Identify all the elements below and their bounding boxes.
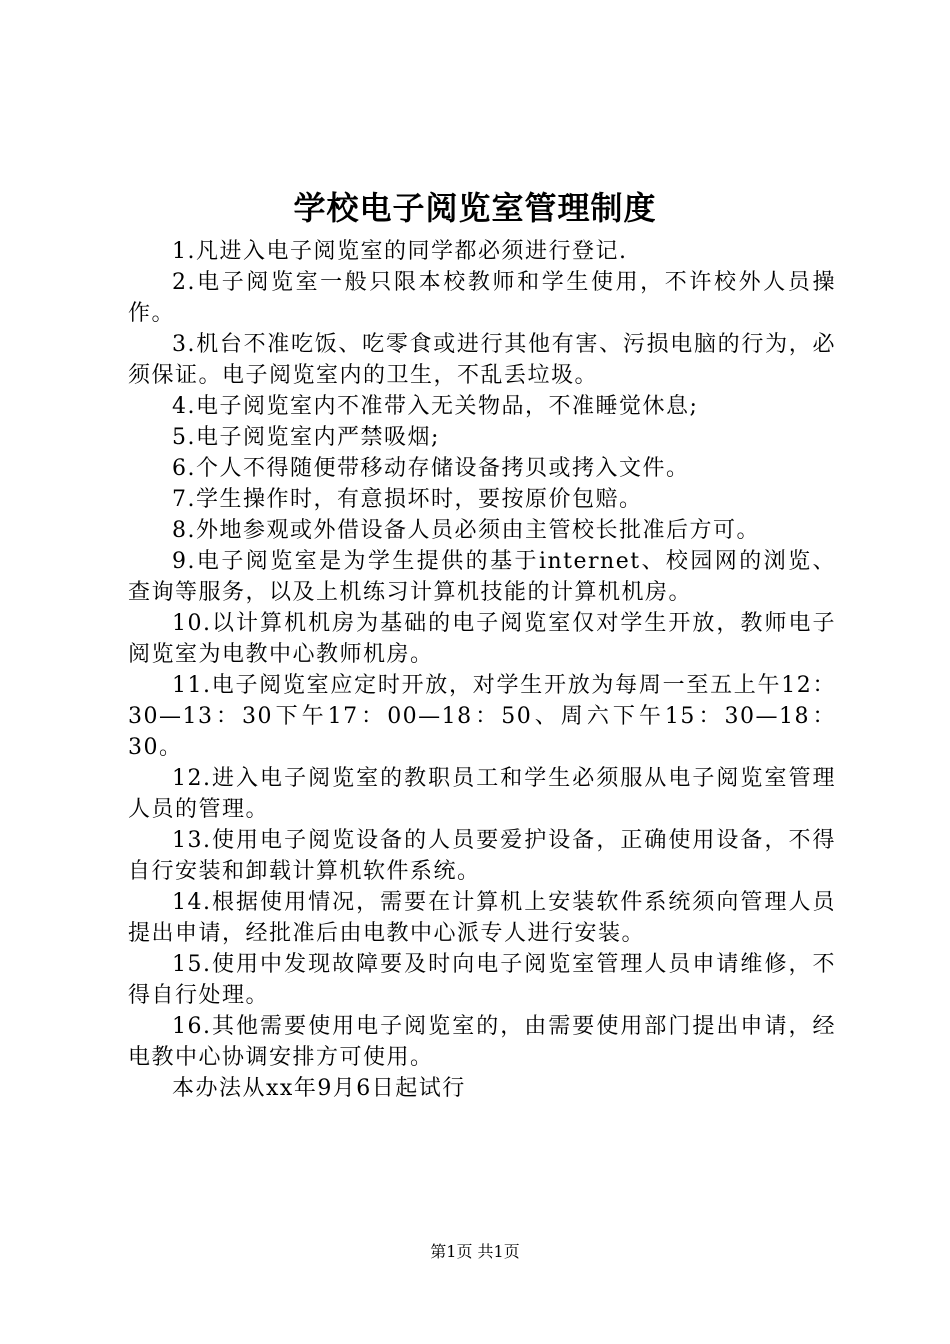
paragraph-5: 5.电子阅览室内严禁吸烟; [172, 425, 440, 450]
paragraph-15: 15.使用中发现故障要及时向电子阅览室管理人员申请维修，不得自行处理。 [128, 952, 836, 1008]
paragraph-13: 13.使用电子阅览设备的人员要爱护设备，正确使用设备，不得自行安装和卸载计算机软件系统。 [128, 828, 836, 884]
document-title: 学校电子阅览室管理制度 [293, 189, 657, 227]
paragraph-2: 2.电子阅览室一般只限本校教师和学生使用，不许校外人员操作。 [128, 270, 836, 326]
paragraph-8: 8.外地参观或外借设备人员必须由主管校长批准后方可。 [172, 518, 760, 543]
paragraph-14: 14.根据使用情况，需要在计算机上安装软件系统须向管理人员提出申请，经批准后由电教中心派专人进行安装。 [128, 890, 836, 946]
paragraph-6: 6.个人不得随便带移动存储设备拷贝或拷入文件。 [172, 456, 690, 481]
paragraph-1: 1.凡进入电子阅览室的同学都必须进行登记. [172, 239, 628, 264]
paragraph-10: 10.以计算机机房为基础的电子阅览室仅对学生开放，教师电子阅览室为电教中心教师机房。 [128, 611, 836, 667]
paragraph-16: 16.其他需要使用电子阅览室的，由需要使用部门提出申请，经电教中心协调安排方可使用。 [128, 1014, 836, 1070]
page-footer: 第1页 共1页 [430, 1242, 520, 1261]
paragraph-9: 9.电子阅览室是为学生提供的基于internet、校园网的浏览、查询等服务，以及上机练习计算机技能的计算机机房。 [128, 549, 836, 605]
effective-date-note: 本办法从xx年9月6日起试行 [172, 1076, 466, 1101]
paragraph-3: 3.机台不准吃饭、吃零食或进行其他有害、污损电脑的行为，必须保证。电子阅览室内的卫生，不乱丢垃圾。 [128, 332, 836, 388]
paragraph-12: 12.进入电子阅览室的教职员工和学生必须服从电子阅览室管理人员的管理。 [128, 766, 836, 822]
paragraph-7: 7.学生操作时，有意损坏时，要按原价包赔。 [172, 487, 643, 512]
paragraph-4: 4.电子阅览室内不准带入无关物品，不准睡觉休息; [172, 394, 699, 419]
document-body [128, 236, 836, 1104]
paragraph-11: 11.电子阅览室应定时开放，对学生开放为每周一至五上午12：30—13：30下午17：00—18：50、周六下午15：30—18：30。 [128, 673, 836, 760]
